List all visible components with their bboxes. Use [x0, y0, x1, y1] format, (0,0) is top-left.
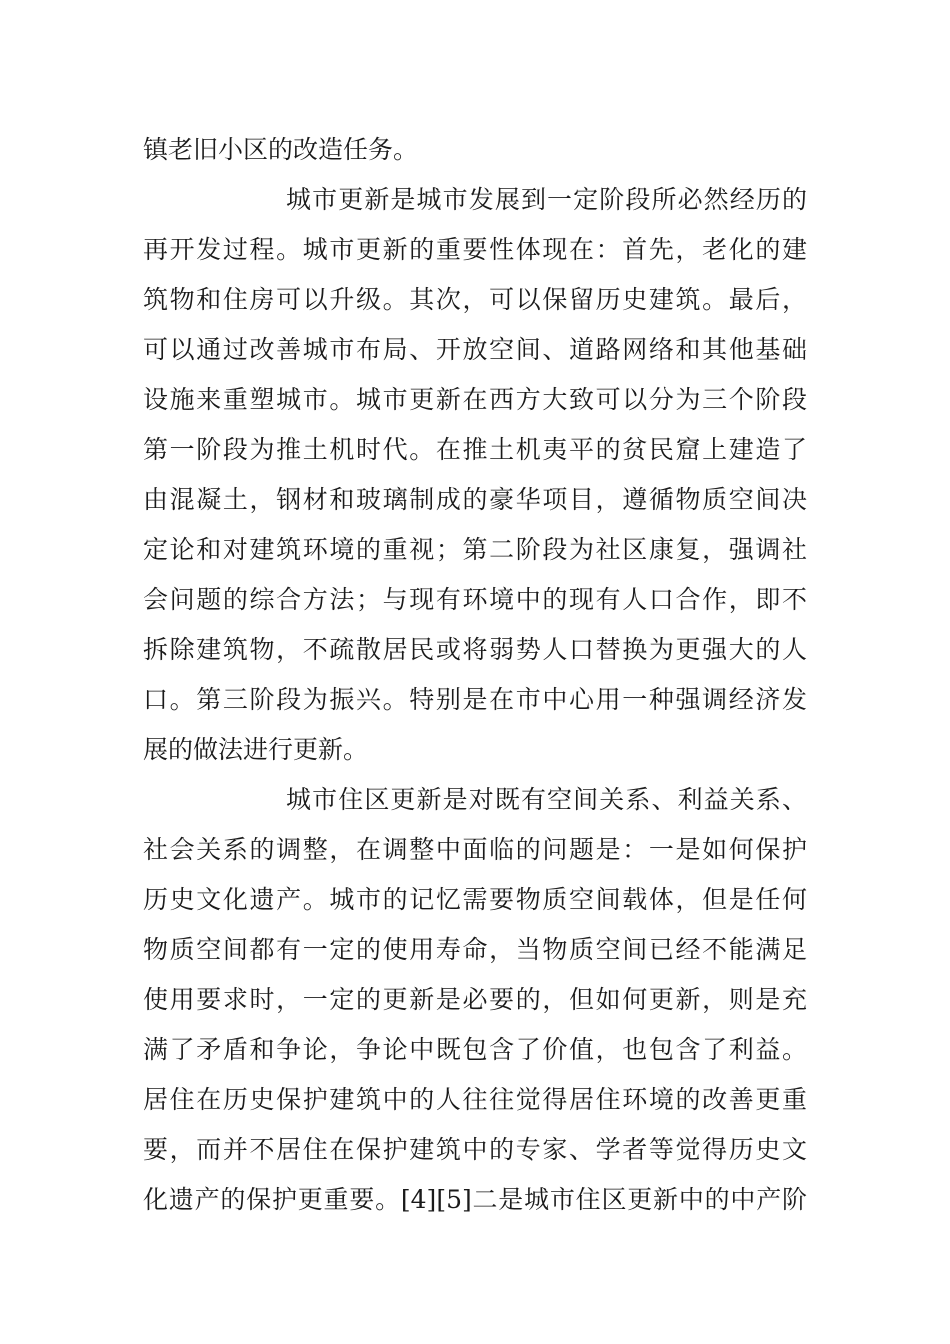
text-line: 居住在历史保护建筑中的人往往觉得居住环境的改善更重 [143, 1085, 807, 1114]
paragraph-continuation [143, 125, 807, 175]
text-line: 社会关系的调整，在调整中面临的问题是：一是如何保护 [143, 835, 807, 864]
text-line: 满了矛盾和争论，争论中既包含了价值，也包含了利益。 [143, 1035, 807, 1064]
text-line: 化遗产的保护更重要。[4][5]二是城市住区更新中的中产阶 [143, 1185, 807, 1214]
text-line: 使用要求时，一定的更新是必要的，但如何更新，则是充 [143, 985, 807, 1014]
text-line: 城市更新是城市发展到一定阶段所必然经历的 [286, 185, 807, 214]
text-line: 物质空间都有一定的使用寿命，当物质空间已经不能满足 [143, 935, 807, 964]
text-line: 第一阶段为推土机时代。在推土机夷平的贫民窟上建造了 [143, 435, 807, 464]
text-line: 会问题的综合方法；与现有环境中的现有人口合作，即不 [143, 585, 807, 614]
text-line: 由混凝土，钢材和玻璃制成的豪华项目，遵循物质空间决 [143, 485, 807, 514]
text-line: 可以通过改善城市布局、开放空间、道路网络和其他基础 [143, 335, 807, 364]
text-line: 镇老旧小区的改造任务。 [143, 135, 419, 164]
text-line: 历史文化遗产。城市的记忆需要物质空间载体，但是任何 [143, 885, 807, 914]
text-line: 拆除建筑物，不疏散居民或将弱势人口替换为更强大的人 [143, 635, 807, 664]
text-line: 设施来重塑城市。城市更新在西方大致可以分为三个阶段 [143, 385, 807, 414]
text-line: 筑物和住房可以升级。其次，可以保留历史建筑。最后， [143, 285, 807, 314]
text-line: 要，而并不居住在保护建筑中的专家、学者等觉得历史文 [143, 1135, 807, 1164]
text-line: 城市住区更新是对既有空间关系、利益关系、 [286, 785, 807, 814]
text-line: 展的做法进行更新。 [143, 735, 369, 764]
text-line: 定论和对建筑环境的重视；第二阶段为社区康复，强调社 [143, 535, 807, 564]
text-line: 口。第三阶段为振兴。特别是在市中心用一种强调经济发 [143, 685, 807, 714]
paragraph-residential-renewal-issues [143, 775, 807, 1225]
text-line: 再开发过程。城市更新的重要性体现在：首先，老化的建 [143, 235, 807, 264]
paragraph-urban-renewal-stages [143, 175, 807, 775]
